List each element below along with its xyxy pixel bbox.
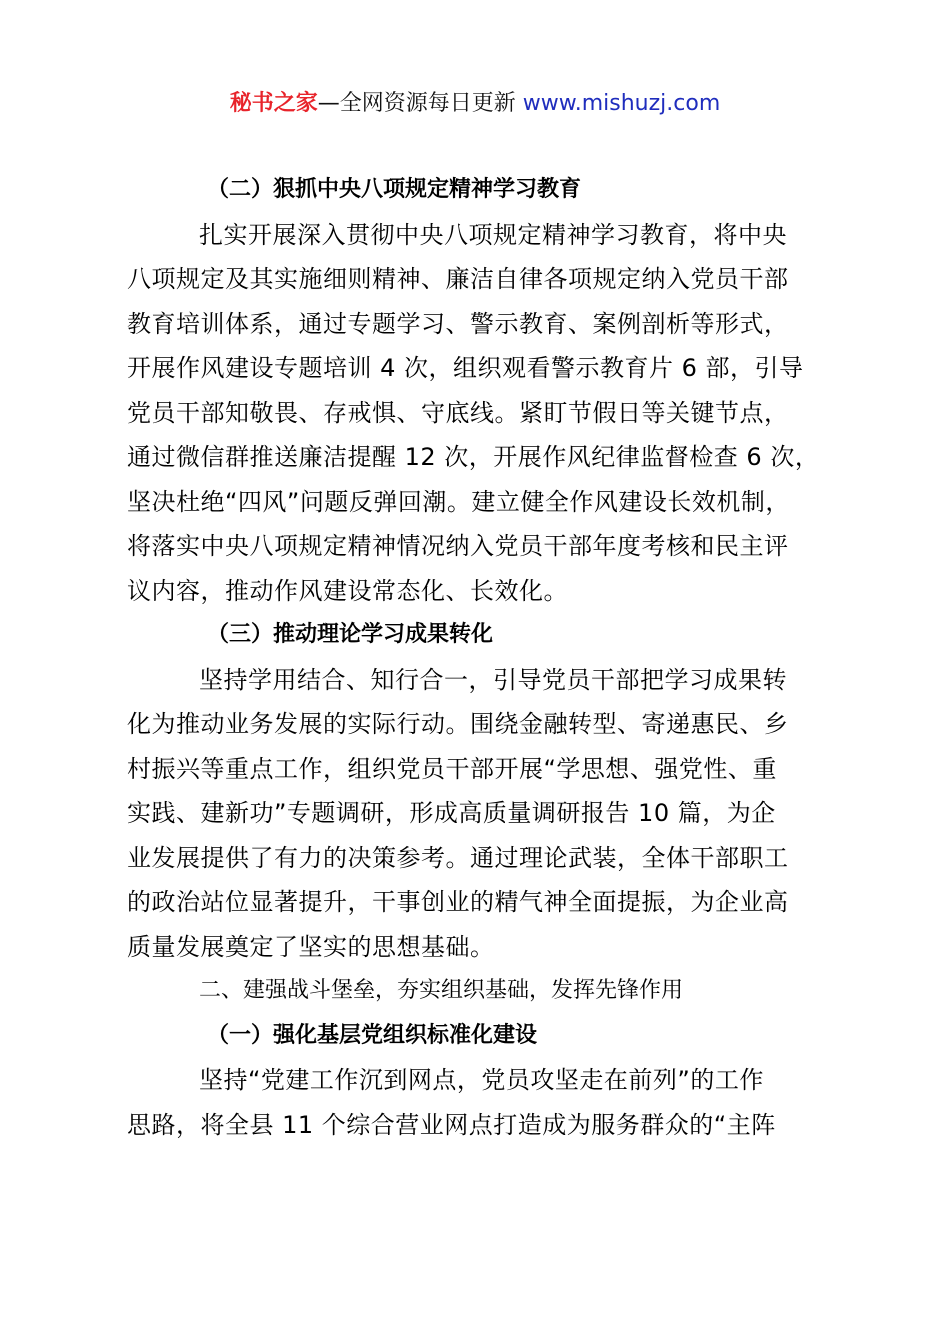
paragraph-line: 化为推动业务发展的实际行动。围绕金融转型、寄递惠民、乡 (127, 710, 789, 738)
paragraph-line: 议内容，推动作风建设常态化、长效化。 (127, 576, 568, 605)
paragraph-line: 扎实开展深入贯彻中央八项规定精神学习教育，将中央 (199, 220, 787, 249)
paragraph-standardization (127, 1058, 855, 1147)
heading-subsection-1: （一）强化基层党组织标准化建设 (207, 1022, 538, 1048)
paragraph-theory-results (127, 658, 855, 970)
document-body (127, 168, 855, 1147)
paragraph-line: 教育培训体系，通过专题学习、警示教育、案例剖析等形式， (127, 309, 789, 338)
section-title-two: 二、建强战斗堡垒，夯实组织基础，发挥先锋作用 (199, 978, 684, 1003)
paragraph-line: 的政治站位显著提升，干事创业的精气神全面提振，为企业高 (127, 888, 789, 916)
heading-section-3: （三）推动理论学习成果转化 (207, 622, 494, 647)
paragraph-line: 坚持学用结合、知行合一，引导党员干部把学习成果转 (199, 665, 787, 694)
brand-name: 秘书之家 (229, 91, 318, 116)
paragraph-line: 思路，将全县 11 个综合营业网点打造成为服务群众的“主阵 (127, 1110, 776, 1139)
paragraph-line: 业发展提供了有力的决策参考。通过理论武装，全体干部职工 (127, 843, 789, 872)
paragraph-line: 通过微信群推送廉洁提醒 12 次，开展作风纪律监督检查 6 次， (127, 443, 820, 471)
paragraph-line: 将落实中央八项规定精神情况纳入党员干部年度考核和民主评 (127, 532, 789, 560)
paragraph-line: 质量发展奠定了坚实的思想基础。 (127, 932, 495, 961)
paragraph-line: 坚持“党建工作沉到网点，党员攻坚走在前列”的工作 (199, 1066, 764, 1094)
paragraph-line: 坚决杜绝“四风”问题反弹回潮。建立健全作风建设长效机制， (127, 487, 790, 516)
paragraph-line: 村振兴等重点工作，组织党员干部开展“学思想、强党性、重 (127, 754, 777, 783)
site-header (0, 88, 950, 120)
header-tagline: —全网资源每日更新 (317, 91, 523, 116)
heading-section-2: （二）狠抓中央八项规定精神学习教育 (207, 177, 582, 202)
paragraph-line: 党员干部知敬畏、存戒惧、守底线。紧盯节假日等关键节点， (127, 398, 789, 427)
paragraph-line: 实践、建新功”专题调研，形成高质量调研报告 10 篇，为企 (127, 799, 776, 827)
paragraph-line: 开展作风建设专题培训 4 次，组织观看警示教育片 6 部，引导 (127, 354, 804, 382)
paragraph-line: 八项规定及其实施细则精神、廉洁自律各项规定纳入党员干部 (127, 265, 789, 293)
paragraph-discipline-education (127, 213, 855, 614)
site-url-link[interactable]: www.mishuzj.com (522, 91, 721, 116)
